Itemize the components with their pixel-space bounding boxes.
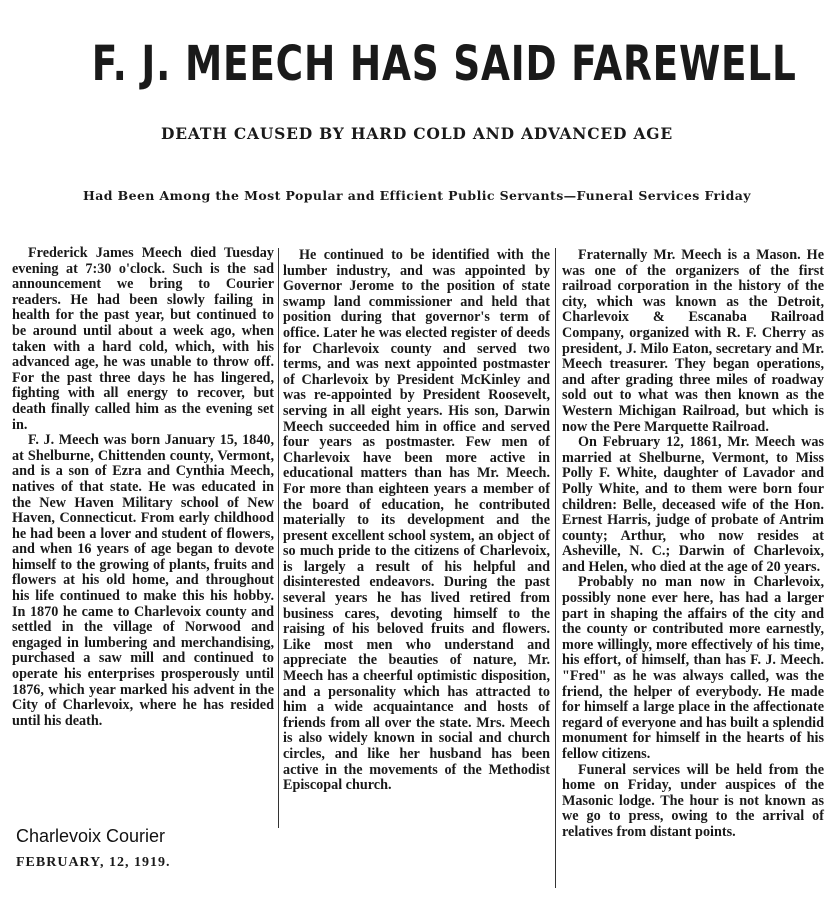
headline: F. J. MEECH HAS SAID FAREWELL [91,36,797,92]
paragraph: Funeral services will be held from the home on Friday, under auspices of the Masonic lodge. The hour is not known as we go to press, owing to the arrival of relatives from distant points. [562,761,824,840]
deck-line: Had Been Among the Most Popular and Efficient Public Servants—Funeral Services Friday [83,188,751,203]
paragraph: He continued to be identified with the lumber industry, and was appointed by Governor Jerome to the position of state swamp land commissioner and held that position during that governor's term of office. Later he was elected register of deeds for Charlevoix county and served two terms, and was next appointed postmaster of Charlevoix by President McKinley and was re-appointed by President Roosevelt, serving in all eight years. His son, Darwin Meech succeeded him in office and served four years as postmaster. Few men of Charlevoix have been more active in educational matters than has Mr. Meech. For more than eighteen years a member of the board of education, he contributed materially to its development and the present excellent school system, an object of so much pride to the citizens of Charlevoix, is largely a result of his helpful and disinterested endeavors. During the past several years he has lived retired from business cares, devoting himself to the raising of his beloved fruits and flowers. Like most men who understand and appreciate the beauties of nature, Mr. Meech has a cheerful optimistic disposition, and a personality which has attracted to him a wide acquaintance and hosts of friends from all over the state. Mrs. Meech is also widely known in social and church circles, and like her husband has been active in the movements of the Methodist Episcopal church. [283,247,550,794]
subheadline: DEATH CAUSED BY HARD COLD AND ADVANCED AGE [161,124,673,143]
column-divider [278,248,279,828]
publication-date: FEBRUARY, 12, 1919. [16,855,171,870]
paragraph: Probably no man now in Charlevoix, possibly none ever here, has had a larger part in shaping the affairs of the city and the county or contributed more earnestly, more willingly, more effectively of his time, his effort, of himself, than has F. J. Meech. "Fred" as he was always called, was the friend, the helper of everybody. He made for himself a large place in the affectionate regard of everyone and has built a splendid monument for himself in the hearts of his fellow citizens. [562,574,824,762]
source-label: Charlevoix Courier [16,826,166,846]
article-column-2 [283,248,550,794]
paragraph: Fraternally Mr. Meech is a Mason. He was one of the organizers of the first railroad corporation in the history of the city, which was known as the Detroit, Charlevoix & Escanaba Railroad Company, organized with R. F. Cherry as president, J. Milo Eaton, secretary and Mr. Meech treasurer. They began operations, and after grading three miles of roadway sold out to what was then known as the Western Michigan Railroad, but which is now the Pere Marquette Railroad. [562,247,824,435]
paragraph: F. J. Meech was born January 15, 1840, at Shelburne, Chittenden county, Vermont, and is a son of Ezra and Cynthia Meech, natives of that state. He was educated in the New Haven Military school of New Haven, Connecticut. From early childhood he had been a lover and student of flowers, and when 16 years of age began to devote himself to the growing of plants, fruits and flowers at his old home, and throughout his life continued to make this his hobby. In 1870 he came to Charlevoix county and settled in the village of Norwood and engaged in lumbering and merchandising, purchased a saw mill and continued to operate his enterprises prosperously until 1876, which year marked his advent in the City of Charlevoix, where he has resided until his death. [12,432,274,729]
paragraph: Frederick James Meech died Tuesday evening at 7:30 o'clock. Such is the sad announcement we bring to Courier readers. He had been slowly failing in health for the past year, but continued to be around until about a week ago, when taken with a hard cold, which, with his advanced age, he was unable to throw off. For the past three days he has lingered, fighting with all energy to recover, but death finally called him as the evening set in. [12,245,274,433]
article-column-3 [562,248,824,841]
column-divider [555,248,556,888]
paragraph: On February 12, 1861, Mr. Meech was married at Shelburne, Vermont, to Miss Polly F. White, daughter of Lavador and Polly White, and to them were born four children: Belle, deceased wife of the Hon. Ernest Harris, judge of probate of Antrim county; Arthur, who now resides at Asheville, N. C.; Darwin of Charlevoix, and Helen, who died at the age of 20 years. [562,434,824,575]
article-column-1 [12,246,274,729]
